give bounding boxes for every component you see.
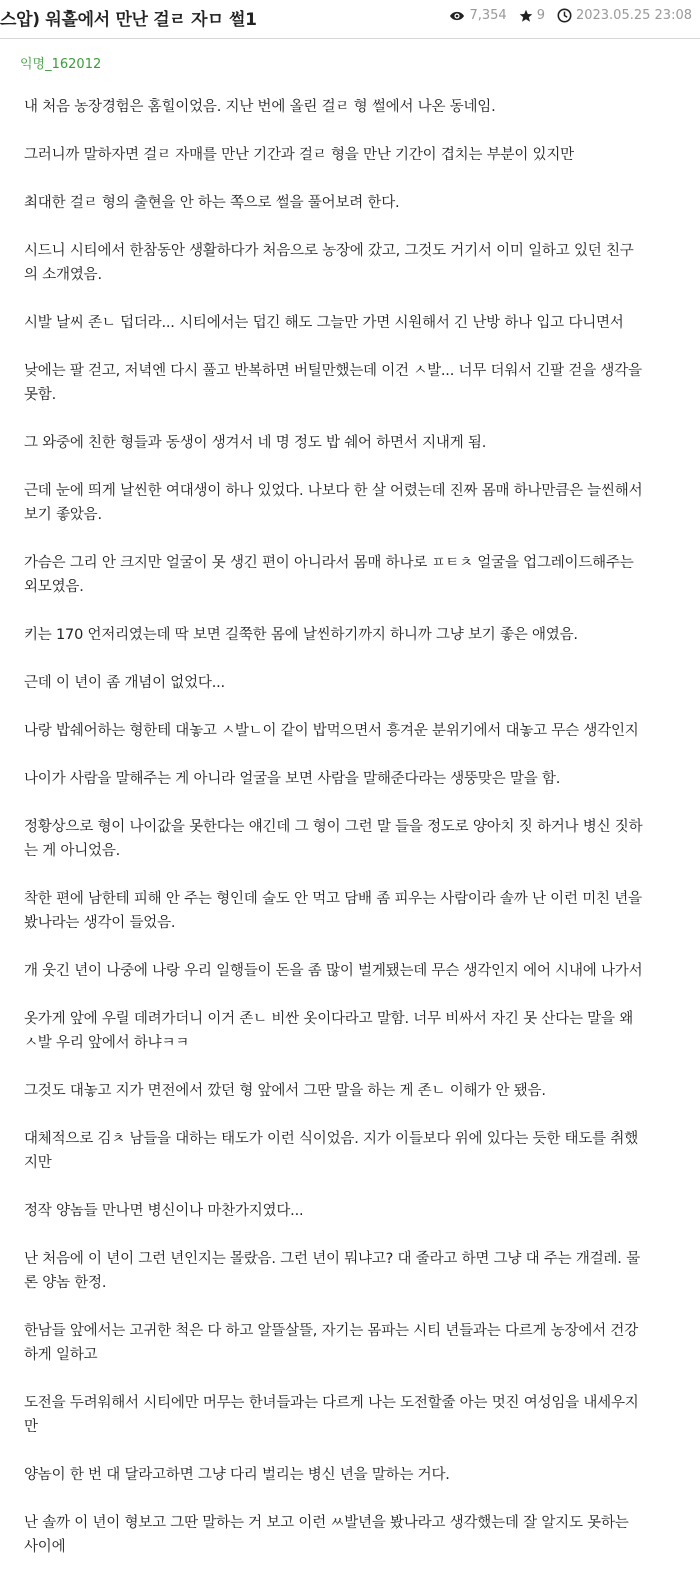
star-count-value: 9 [536, 8, 545, 23]
paragraph: 난 처음에 이 년이 그런 년인지는 몰랐음. 그런 년이 뭐냐고? 대 줄라고 하면 그냥 대 주는 개걸레. 물론 양놈 한정. [24, 1251, 640, 1291]
star-icon [519, 9, 533, 23]
paragraph: 그러니까 말하자면 걸ㄹ 자매를 만난 기간과 걸ㄹ 형을 만난 기간이 겹치는 부분이 있지만 [24, 147, 574, 163]
eye-icon [449, 10, 465, 22]
paragraph: 한남들 앞에서는 고귀한 척은 다 하고 알뜰살뜰, 자기는 몸파는 시티 년들과는 다르게 농장에서 건강하게 일하고 [24, 1323, 639, 1363]
paragraph: 시발 날씨 존ㄴ 덥더라... 시티에서는 덥긴 해도 그늘만 가면 시원해서 긴 난방 하나 입고 다니면서 [24, 315, 624, 331]
paragraph: 낮에는 팔 걷고, 저녁엔 다시 풀고 반복하면 버틸만했는데 이건 ㅅ발... 너무 더워서 긴팔 걷을 생각을 못함. [24, 363, 642, 403]
paragraph: 정작 양놈들 만나면 병신이나 마찬가지였다... [24, 1203, 304, 1219]
view-count-value: 7,354 [469, 8, 507, 23]
paragraph: 착한 편에 남한테 피해 안 주는 형인데 술도 안 먹고 담배 좀 피우는 사람이라 솔까 난 이런 미친 년을 봤나라는 생각이 들었음. [24, 891, 642, 931]
paragraph: 도전을 두려워해서 시티에만 머무는 한녀들과는 다르게 나는 도전할줄 아는 멋진 여성임을 내세우지만 [24, 1395, 639, 1435]
paragraph: 옷가게 앞에 우릴 데려가더니 이거 존ㄴ 비싼 옷이다라고 말함. 너무 비싸서 자긴 못 산다는 말을 왜 ㅅ발 우리 앞에서 하냐ㅋㅋ [24, 1011, 634, 1051]
post-date [557, 8, 692, 23]
paragraph: 정황상으로 형이 나이값을 못한다는 얘긴데 그 형이 그런 말 들을 정도로 양아치 짓 하거나 병신 짓하는 게 아니었음. [24, 819, 643, 859]
paragraph: 나랑 밥쉐어하는 형한테 대놓고 ㅅ발ㄴ이 같이 밥먹으면서 흥겨운 분위기에서 대놓고 무슨 생각인지 [24, 723, 639, 739]
star-count [519, 8, 545, 23]
paragraph: 나이가 사람을 말해주는 게 아니라 얼굴을 보면 사람을 말해준다라는 생뚱맞은 말을 함. [24, 771, 561, 787]
paragraph: 최대한 걸ㄹ 형의 출현을 안 하는 쪽으로 썰을 풀어보려 한다. [24, 195, 400, 211]
paragraph: 내 처음 농장경험은 홈힐이었음. 지난 번에 올린 걸ㄹ 형 썰에서 나온 동네임. [24, 99, 496, 115]
paragraph: 난 솔까 이 년이 형보고 그딴 말하는 거 보고 이런 ㅆ발년을 봤나라고 생각했는데 잘 알지도 못하는 사이에 [24, 1515, 629, 1555]
paragraph: 대체적으로 김ㅊ 남들을 대하는 태도가 이런 식이었음. 지가 이들보다 위에 있다는 듯한 태도를 취했지만 [24, 1131, 639, 1171]
paragraph: 그 와중에 친한 형들과 동생이 생겨서 네 명 정도 밥 쉐어 하면서 지내게 됨. [24, 435, 487, 451]
paragraph: 그것도 대놓고 지가 면전에서 깠던 형 앞에서 그딴 말을 하는 게 존ㄴ 이해가 안 됐음. [24, 1083, 546, 1099]
paragraph: 가슴은 그리 안 크지만 얼굴이 못 생긴 편이 아니라서 몸매 하나로 ㅍㅌㅊ 얼굴을 업그레이드해주는 외모였음. [24, 555, 634, 595]
post-meta [437, 8, 692, 23]
post-title: 스압) 워홀에서 만난 걸ㄹ 자ㅁ 썰1 [0, 10, 257, 30]
paragraph: 키는 170 언저리였는데 딱 보면 길쭉한 몸에 날씬하기까지 하니까 그냥 보기 좋은 애였음. [24, 627, 578, 643]
post-body [24, 95, 644, 1583]
clock-icon [557, 8, 572, 23]
post-date-value: 2023.05.25 23:08 [575, 8, 692, 23]
paragraph: 개 웃긴 년이 나중에 나랑 우리 일행들이 돈을 좀 많이 벌게됐는데 무슨 생각인지 에어 시내에 나가서 [24, 963, 643, 979]
paragraph: 근데 이 년이 좀 개념이 없었다... [24, 675, 225, 691]
view-count [449, 8, 506, 23]
paragraph: 양놈이 한 번 대 달라고하면 그냥 다리 벌리는 병신 년을 말하는 거다. [24, 1467, 450, 1483]
post-header [0, 0, 700, 39]
author-name[interactable]: 익명_162012 [20, 57, 102, 72]
paragraph: 시드니 시티에서 한참동안 생활하다가 처음으로 농장에 갔고, 그것도 거기서 이미 일하고 있던 친구의 소개였음. [24, 243, 634, 283]
paragraph: 근데 눈에 띄게 날씬한 여대생이 하나 있었다. 나보다 한 살 어렸는데 진짜 몸매 하나만큼은 늘씬해서 보기 좋았음. [24, 483, 643, 523]
